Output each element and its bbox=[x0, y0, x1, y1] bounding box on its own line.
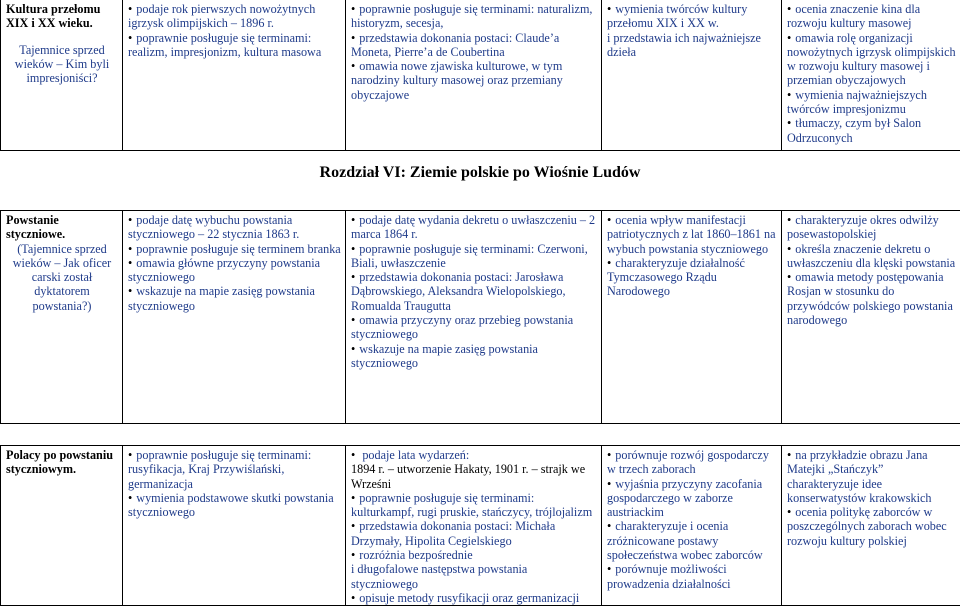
requirements-good bbox=[602, 0, 782, 151]
topic-question: Tajemnice sprzed wieków – Kim byli impresjoniści? bbox=[6, 43, 118, 86]
requirement-item: • wyjaśnia przyczyny zacofania gospodarczego w zaborze austriackim bbox=[607, 477, 777, 520]
requirement-item: • wymienia najważniejszych twórców impresjonizmu bbox=[787, 88, 956, 117]
requirement-item: • przedstawia dokonania postaci: Jarosława Dąbrowskiego, Aleksandra Wielopolskiego, Romualda Traugutta bbox=[351, 270, 597, 313]
topic-title: Powstanie styczniowe. bbox=[6, 213, 118, 242]
requirement-item: • podaje datę wybuchu powstania styczniowego – 22 stycznia 1863 r. bbox=[128, 213, 341, 242]
requirement-item: • na przykładzie obrazu Jana Matejki „Stańczyk” charakteryzuje idee konserwatystów krakowskich bbox=[787, 448, 956, 505]
requirement-item: • przedstawia dokonania postaci: Michała Drzymały, Hipolita Cegielskiego bbox=[351, 519, 597, 548]
competency-table-culture bbox=[0, 0, 960, 151]
requirements-basic bbox=[123, 0, 346, 151]
requirement-item: • omawia główne przyczyny powstania styczniowego bbox=[128, 256, 341, 285]
requirements-very-good bbox=[782, 0, 960, 151]
requirements-good bbox=[602, 446, 782, 606]
requirement-item: • charakteryzuje i ocenia zróżnicowane postawy społeczeństwa wobec zaborców bbox=[607, 519, 777, 562]
requirement-item: • wymienia podstawowe skutki powstania styczniowego bbox=[128, 491, 341, 520]
requirement-item: • poprawnie posługuje się terminami: naturalizm, historyzm, secesja, bbox=[351, 2, 597, 31]
requirement-item: • poprawnie posługuje się terminem branka bbox=[128, 242, 341, 256]
requirements-basic bbox=[123, 211, 346, 424]
requirement-item-dates bbox=[351, 448, 597, 491]
requirement-item: • charakteryzuje okres odwilży posewastopolskiej bbox=[787, 213, 956, 242]
requirement-item: • tłumaczy, czym był Salon Odrzuconych bbox=[787, 116, 956, 145]
requirement-item: • ocenia wpływ manifestacji patriotycznych z lat 1860–1861 na wybuch powstania styczniowego bbox=[607, 213, 777, 256]
requirements-sufficient bbox=[346, 0, 602, 151]
topic-cell bbox=[1, 446, 123, 606]
requirements-good bbox=[602, 211, 782, 424]
requirement-item: • opisuje metody rusyfikacji oraz germanizacji bbox=[351, 591, 597, 605]
topic-cell bbox=[1, 0, 123, 151]
competency-table-after-uprising bbox=[0, 445, 960, 606]
requirement-continuation: i przedstawia ich najważniejsze dzieła bbox=[607, 31, 777, 60]
requirement-item: • porównuje rozwój gospodarczy w trzech zaborach bbox=[607, 448, 777, 477]
requirement-item: • ocenia znaczenie kina dla rozwoju kultury masowej bbox=[787, 2, 956, 31]
requirements-sufficient bbox=[346, 211, 602, 424]
requirements-sufficient bbox=[346, 446, 602, 606]
requirement-item: • poprawnie posługuje się terminami: kulturkampf, rugi pruskie, stańczycy, trójlojalizm bbox=[351, 491, 597, 520]
requirement-item: • poprawnie posługuje się terminami: realizm, impresjonizm, kultura masowa bbox=[128, 31, 341, 60]
chapter-heading: Rozdział VI: Ziemie polskie po Wiośnie Ludów bbox=[0, 163, 960, 183]
requirement-item: • omawia nowe zjawiska kulturowe, w tym narodziny kultury masowej oraz przemiany obyczajowe bbox=[351, 59, 597, 102]
requirement-item: • podaje datę wydania dekretu o uwłaszczeniu – 2 marca 1864 r. bbox=[351, 213, 597, 242]
dates-value: 1894 r. – utworzenie Hakaty, 1901 r. – strajk we Wrześni bbox=[351, 462, 585, 490]
requirement-item: • wymienia twórców kultury przełomu XIX i XX w. bbox=[607, 2, 777, 31]
requirement-item: • poprawnie posługuje się terminami: rusyfikacja, Kraj Przywiślański, germanizacja bbox=[128, 448, 341, 491]
topic-title: Polacy po powstaniu styczniowym. bbox=[6, 448, 118, 477]
dates-label: podaje lata wydarzeń: bbox=[362, 448, 469, 462]
requirements-basic bbox=[123, 446, 346, 606]
requirements-very-good bbox=[782, 211, 960, 424]
requirement-item: • ocenia politykę zaborców w poszczególnych zaborach wobec rozwoju kultury polskiej bbox=[787, 505, 956, 548]
requirement-item: • podaje rok pierwszych nowożytnych igrzysk olimpijskich – 1896 r. bbox=[128, 2, 341, 31]
requirement-item: • porównuje możliwości prowadzenia działalności bbox=[607, 562, 777, 591]
requirement-item: • wskazuje na mapie zasięg powstania styczniowego bbox=[128, 284, 341, 313]
requirement-item: • omawia metody postępowania Rosjan w stosunku do przywódców polskiego powstania narodowego bbox=[787, 270, 956, 327]
topic-title: Kultura przełomu XIX i XX wieku. bbox=[6, 2, 118, 31]
requirement-item: • określa znaczenie dekretu o uwłaszczeniu dla klęski powstania bbox=[787, 242, 956, 271]
requirement-item: • rozróżnia bezpośrednie bbox=[351, 548, 597, 562]
requirement-continuation: i długofalowe następstwa powstania styczniowego bbox=[351, 562, 597, 591]
requirement-item: • charakteryzuje działalność Tymczasowego Rządu Narodowego bbox=[607, 256, 777, 299]
requirement-item: • wskazuje na mapie zasięg powstania styczniowego bbox=[351, 342, 597, 371]
requirement-item: • omawia przyczyny oraz przebieg powstania styczniowego bbox=[351, 313, 597, 342]
requirement-item: • omawia rolę organizacji nowożytnych igrzysk olimpijskich w rozwoju kultury masowej i przemian obyczajowych bbox=[787, 31, 956, 88]
topic-question: (Tajemnice sprzed wieków – Jak oficer carski został dyktatorem powstania?) bbox=[6, 242, 118, 313]
requirement-item: • przedstawia dokonania postaci: Claude’a Moneta, Pierre’a de Coubertina bbox=[351, 31, 597, 60]
requirements-very-good bbox=[782, 446, 960, 606]
requirement-item: • poprawnie posługuje się terminami: Czerwoni, Biali, uwłaszczenie bbox=[351, 242, 597, 271]
topic-cell bbox=[1, 211, 123, 424]
competency-table-january-uprising bbox=[0, 210, 960, 424]
